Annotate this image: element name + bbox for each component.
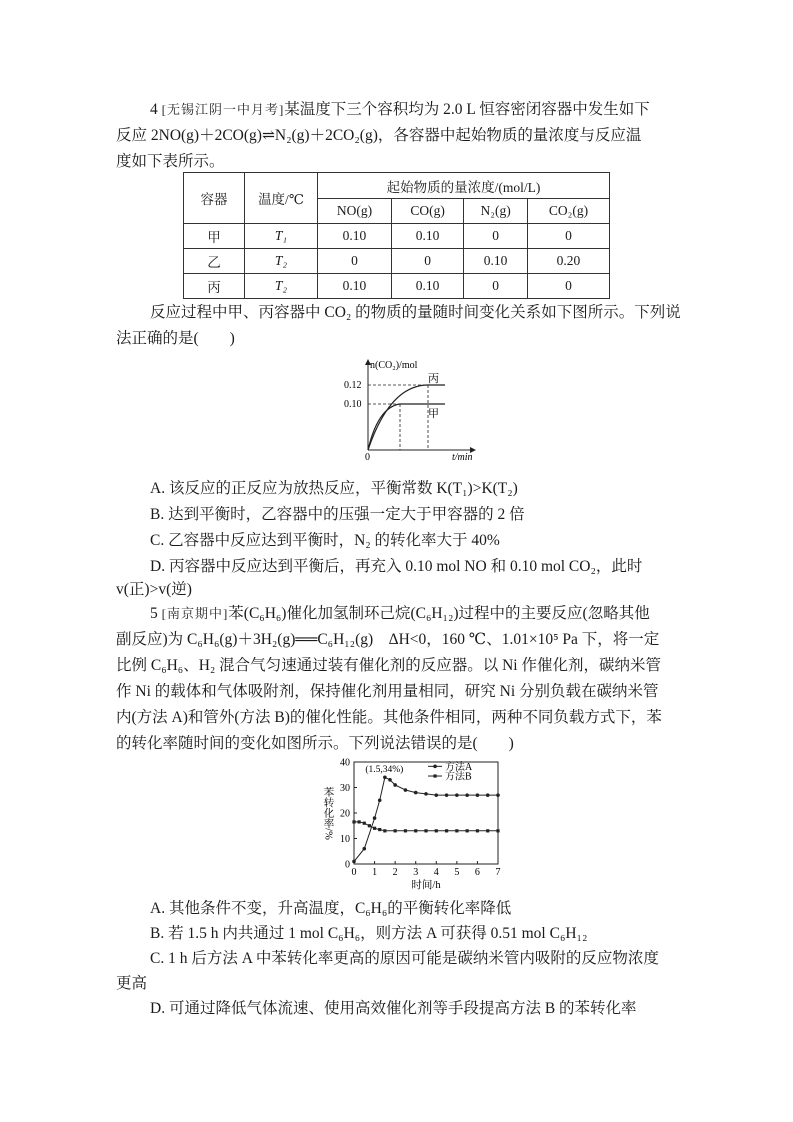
x-tick-label: 3 bbox=[413, 867, 419, 878]
y-tick-label: 10 bbox=[340, 834, 350, 845]
table-row bbox=[184, 274, 610, 299]
table-cell: T₂ bbox=[245, 274, 318, 299]
x-tick-label: 7 bbox=[495, 867, 501, 878]
data-point-a bbox=[388, 778, 392, 782]
table-cell: 0.10 bbox=[318, 274, 392, 299]
q4-after-2: 法正确的是( ) bbox=[116, 330, 235, 347]
q5-stem-2: 副反应)为 C₆H₆(g)＋3H₂(g)══C₆H₁₂(g) ΔH<0，160 ℃、1.01×10⁵ Pa 下，将一定 bbox=[116, 631, 660, 648]
q4-option-d: D. 丙容器中反应达到平衡后，再充入 0.10 mol NO 和 0.10 mol CO₂，此时 bbox=[150, 558, 643, 575]
q5-stem-4: 作 Ni 的载体和气体吸附剂，保持催化剂用量相同，研究 Ni 分别负载在碳纳米管 bbox=[116, 683, 659, 700]
table-cell: 0 bbox=[464, 274, 528, 299]
y-tick-label: 40 bbox=[340, 757, 350, 769]
data-point-a bbox=[362, 847, 366, 851]
data-point-a bbox=[373, 816, 377, 820]
data-point-b bbox=[486, 829, 489, 832]
table-col-header: N₂(g) bbox=[464, 199, 528, 224]
y-tick-label: 20 bbox=[340, 808, 350, 820]
data-point-b bbox=[363, 822, 366, 825]
q4-line-1 bbox=[150, 100, 650, 120]
y-tick-label: 30 bbox=[340, 783, 350, 794]
data-point-a bbox=[496, 793, 500, 797]
q4-option-a: A. 该反应的正反应为放热反应，平衡常数 K(T₁)>K(T₂) bbox=[150, 480, 518, 497]
table-cell: 0.10 bbox=[391, 274, 463, 299]
q5-option-c-2: 更高 bbox=[116, 975, 148, 992]
q5-number: 5 bbox=[150, 605, 158, 622]
legend-label-a: 方法A bbox=[445, 761, 473, 773]
data-point-a bbox=[352, 860, 356, 864]
data-point-b bbox=[383, 829, 386, 832]
data-point-b bbox=[358, 820, 361, 823]
x-tick-label: 0 bbox=[351, 867, 357, 878]
y-axis-label: 苯转化率/% bbox=[322, 786, 334, 840]
data-point-b bbox=[455, 829, 458, 832]
table-cell: 0.10 bbox=[391, 224, 463, 249]
graph-xlabel: t/min bbox=[452, 452, 473, 463]
data-point-b bbox=[435, 829, 438, 832]
data-point-a bbox=[455, 793, 459, 797]
graph-origin: 0 bbox=[365, 452, 370, 463]
peak-annotation: (1.5,34%) bbox=[365, 765, 404, 776]
curve-label-bing: 丙 bbox=[428, 373, 439, 385]
table-header-container: 容器 bbox=[184, 173, 245, 224]
q5-line-1 bbox=[150, 604, 650, 624]
data-point-b bbox=[373, 827, 376, 830]
data-point-a bbox=[424, 792, 428, 796]
x-tick-label: 5 bbox=[454, 867, 460, 878]
table-cell: 0 bbox=[464, 224, 528, 249]
x-tick-label: 2 bbox=[392, 867, 398, 878]
q4-number: 4 bbox=[150, 101, 158, 118]
q5-option-a: A. 其他条件不变，升高温度，C₆H₆的平衡转化率降低 bbox=[150, 900, 512, 917]
table-header-temp: 温度/℃ bbox=[245, 173, 318, 224]
table-col-header: CO(g) bbox=[391, 199, 463, 224]
x-axis-label: 时间/h bbox=[411, 880, 441, 891]
data-point-b bbox=[378, 828, 381, 831]
table-col-header: NO(g) bbox=[318, 199, 392, 224]
data-point-a bbox=[445, 793, 449, 797]
benzene-conversion-chart bbox=[310, 752, 510, 892]
q5-source-tag: [南京期中] bbox=[161, 606, 229, 621]
table-cell: 乙 bbox=[184, 249, 245, 274]
data-point-b bbox=[466, 829, 469, 832]
q4-source-tag: [无锡江阴一中月考] bbox=[161, 102, 285, 117]
graph-ylabel: n(CO₂)/mol bbox=[370, 360, 418, 371]
table-cell: 0 bbox=[318, 249, 392, 274]
co2-time-graph bbox=[340, 352, 490, 464]
table-row bbox=[184, 224, 610, 249]
q4-stem-1: 某温度下三个容积均为 2.0 L 恒容密闭容器中发生如下 bbox=[284, 101, 650, 118]
data-point-b bbox=[424, 829, 427, 832]
data-point-a bbox=[383, 776, 387, 780]
graph-ytick: 0.10 bbox=[344, 399, 362, 410]
table-cell: T₁ bbox=[245, 224, 318, 249]
q5-stem-1: 苯(C₆H₆)催化加氢制环己烷(C₆H₁₂)过程中的主要反应(忽略其他 bbox=[228, 605, 650, 622]
data-point-a bbox=[476, 793, 480, 797]
graph-ytick: 0.12 bbox=[344, 380, 362, 391]
data-point-b bbox=[476, 829, 479, 832]
q5-stem-3: 比例 C₆H₆、H₂ 混合气匀速通过装有催化剂的反应器。以 Ni 作催化剂，碳纳米管 bbox=[116, 657, 661, 674]
data-point-b bbox=[496, 829, 499, 832]
data-point-b bbox=[404, 829, 407, 832]
table-cell: 0 bbox=[527, 274, 609, 299]
table-cell: 0 bbox=[527, 224, 609, 249]
table-cell: 0.10 bbox=[318, 224, 392, 249]
q4-option-d-2: v(正)>v(逆) bbox=[116, 581, 192, 598]
x-tick-label: 1 bbox=[372, 867, 378, 878]
data-point-b bbox=[414, 829, 417, 832]
data-point-a bbox=[393, 783, 397, 787]
q5-option-d: D. 可通过降低气体流速、使用高效催化剂等手段提高方法 B 的苯转化率 bbox=[150, 1000, 637, 1017]
q4-after-1: 反应过程中甲、丙容器中 CO₂ 的物质的量随时间变化关系如下图所示。下列说 bbox=[150, 304, 681, 321]
q4-concentration-table bbox=[183, 172, 610, 299]
q4-stem-2: 反应 2NO(g)＋2CO(g)⇌N₂(g)＋2CO₂(g)，各容器中起始物质的量浓度与反应温 bbox=[116, 127, 642, 144]
data-point-a bbox=[486, 793, 490, 797]
table-col-header: CO₂(g) bbox=[527, 199, 609, 224]
data-point-a bbox=[465, 793, 469, 797]
q5-option-c: C. 1 h 后方法 A 中苯转化率更高的原因可能是碳纳米管内吸附的反应物浓度 bbox=[150, 950, 659, 967]
legend-marker-a bbox=[433, 765, 437, 769]
q5-option-b: B. 若 1.5 h 内共通过 1 mol C₆H₆，则方法 A 可获得 0.51 mol C₆H₁₂ bbox=[150, 925, 588, 942]
y-tick-label: 0 bbox=[345, 859, 350, 871]
table-cell: 0.20 bbox=[527, 249, 609, 274]
data-point-a bbox=[404, 788, 408, 792]
data-point-a bbox=[434, 793, 438, 797]
data-point-b bbox=[445, 829, 448, 832]
table-cell: 0.10 bbox=[464, 249, 528, 274]
q4-option-c: C. 乙容器中反应达到平衡时，N₂ 的转化率大于 40% bbox=[150, 532, 500, 549]
data-point-a bbox=[378, 798, 382, 802]
table-cell: 甲 bbox=[184, 224, 245, 249]
x-tick-label: 4 bbox=[433, 867, 439, 878]
table-cell: 0 bbox=[391, 249, 463, 274]
legend-label-b: 方法B bbox=[445, 771, 472, 783]
q5-stem-6: 的转化率随时间的变化如图所示。下列说法错误的是( ) bbox=[116, 735, 514, 752]
q4-option-b: B. 达到平衡时，乙容器中的压强一定大于甲容器的 2 倍 bbox=[150, 506, 525, 523]
data-point-a bbox=[414, 791, 418, 795]
table-cell: 丙 bbox=[184, 274, 245, 299]
x-tick-label: 6 bbox=[474, 867, 480, 878]
table-cell: T₂ bbox=[245, 249, 318, 274]
q4-stem-3: 度如下表所示。 bbox=[116, 153, 225, 170]
table-header-conc: 起始物质的量浓度/(mol/L) bbox=[318, 173, 610, 199]
legend-marker-b bbox=[433, 774, 436, 777]
table-row bbox=[184, 249, 610, 274]
data-point-b bbox=[394, 829, 397, 832]
data-point-b bbox=[352, 820, 355, 823]
q5-stem-5: 内(方法 A)和管外(方法 B)的催化性能。其他条件相同，两种不同负载方式下，苯 bbox=[116, 709, 662, 726]
data-point-b bbox=[368, 824, 371, 827]
curve-label-jia: 甲 bbox=[428, 408, 439, 420]
